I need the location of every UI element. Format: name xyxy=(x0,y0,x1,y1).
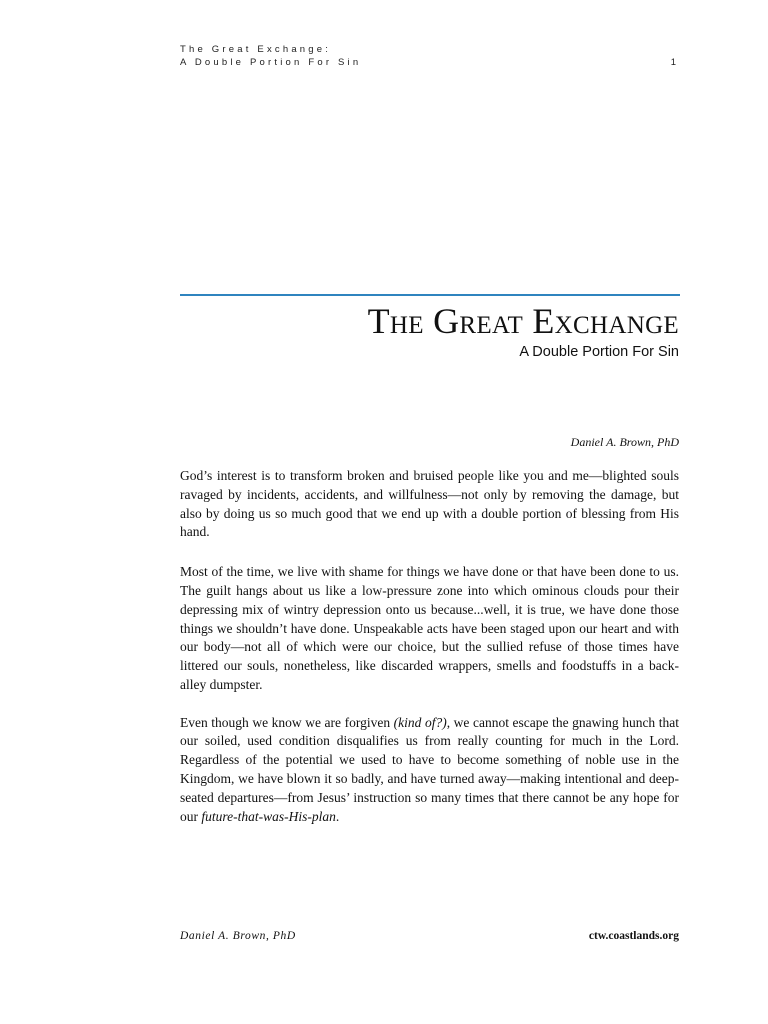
paragraph: God’s interest is to transform broken and bruised people like you and me—blighted souls ravaged by incidents, accidents, and willfulness—not only by removing the damage, but also by doing us so much good that we end up with a double portion of blessing from His hand. xyxy=(180,468,679,540)
footer-website-link[interactable]: ctw.coastlands.org xyxy=(588,930,679,942)
header-title-line: The Great Exchange: xyxy=(180,44,332,55)
footer-author: Daniel A. Brown, PhD xyxy=(180,930,296,942)
paragraph xyxy=(180,714,679,827)
paragraph: Most of the time, we live with shame for things we have done or that have been done to us. The guilt hangs about us like a low-pressure zone into which ominous clouds pour their depressing mix of wintry depression onto us because...well, it is true, we have done those things we shouldn’t have done. Unspeakable acts have been staged upon our heart and with our body—not all of which were our choice, but the sullied refuse of those times have littered our souls, nonetheless, like discarded wrappers, smells and foodstuffs in a back-alley dumpster. xyxy=(180,564,679,692)
running-header xyxy=(180,44,680,69)
page-number: 1 xyxy=(670,57,676,68)
paragraph-emphasis: future-that-was-His-plan xyxy=(201,808,336,824)
title-rule xyxy=(180,294,680,296)
header-subtitle-line: A Double Portion For Sin xyxy=(180,56,362,68)
body-text xyxy=(180,467,679,845)
paragraph-text: Even though we know we are forgiven xyxy=(180,714,394,730)
document-title: The Great Exchange xyxy=(367,301,679,341)
document-subtitle: A Double Portion For Sin xyxy=(519,344,679,360)
paragraph-text: . xyxy=(335,808,340,824)
byline-author: Daniel A. Brown, PhD xyxy=(570,435,679,449)
paragraph-text: , we cannot escape the gnawing hunch that our soiled, used condition disqualifies us from really counting for much in the Lord. Regardless of the potential we used to have to become something of noble use in the Kingdom, we have blown it so badly, and have turned away—making intentional and deep-seated departures—from Jesus’ instruction so many times that there cannot be any hope for our xyxy=(180,714,679,824)
paragraph-emphasis: (kind of?) xyxy=(393,714,447,730)
